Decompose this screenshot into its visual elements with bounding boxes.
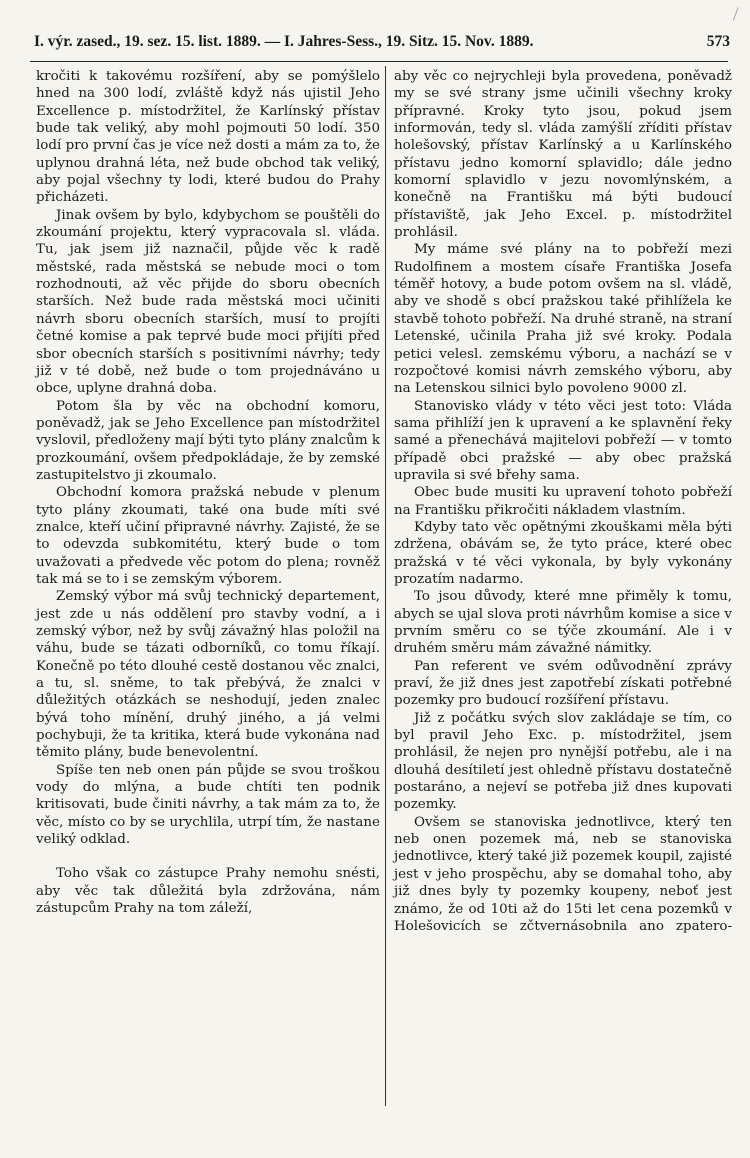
paragraph: Kdyby tato věc opětnými zkouškami měla býti zdržena, obávám se, že tyto práce, které obec pražská v té věci vykonala, by byly vykonány prozatím nadarmo. [394,519,732,587]
paragraph: Pan referent ve svém odůvodnění zprávy praví, že již dnes jest zapotřebí získati potřebné pozemky pro budoucí rozšíření přístavu. [394,658,732,709]
left-column [36,68,380,918]
column-divider [385,66,386,1106]
paragraph: aby věc co nejrychleji byla provedena, poněvadž my se své strany jsme učinili všechny kroky přípravné. Kroky tyto jsou, pokud jsem informován, tedy sl. vláda zamýšlí zříditi přístav holešovský, přístav Karlínský a u Karlínského přístavu jedno komorní splavidlo; dále jedno komorní splavidlo v jezu novomlýnském, a konečně na Františku má býti budoucí přístaviště, jak Jeho Excel. p. místodržitel prohlásil. [394,69,732,241]
paragraph-gap [36,848,380,865]
paragraph: Potom šla by věc na obchodní komoru, poněvadž, jak se Jeho Excellence pan místodržitel vyslovil, předloženy mají býti tyto plány znalcům k prozkoumání, ovšem předpokládaje, že by zemské zastupitelstvo ji zkoumalo. [36,398,380,483]
paragraph: Stanovisko vlády v této věci jest toto: Vláda sama přihlíží jen k upravení a ke splavnění řeky samé a přenechává majitelovi pobřeží — v tomto případě obci pražské — aby obec pražská upravila si své břehy sama. [394,398,732,483]
paragraph: Již z počátku svých slov zakládaje se tím, co byl pravil Jeho Exc. p. místodržitel, jsem prohlásil, že nejen pro nynější potřebu, ale i na dlouhá desítiletí jest ohledně přístavu dostatečně postaráno, a nejeví se potřeba již dnes kupovati pozemky. [394,710,732,813]
paragraph: Obec bude musiti ku upravení tohoto pobřeží na Františku přikročiti nákladem vlastním. [394,485,732,518]
paragraph: Toho však co zástupce Prahy nemohu snésti, aby věc tak důležitá byla zdržována, nám zástupcům Prahy na tom záleží, [36,866,380,917]
paragraph: kročiti k takovému rozšíření, aby se pomýšlelo hned na 300 lodí, zvláště když nás ujistil Jeho Excellence p. místodržitel, že Karlínský přístav bude tak veliký, aby mohl pojmouti 50 lodí. 350 lodí pro první čas je více než dosti a mám za to, že uplynou drahná léta, než bude obchod tak veliký, aby pojal všechny ty lodi, které budou do Prahy přicházeti. [36,69,380,206]
margin-mark [733,7,744,23]
paragraph: Jinak ovšem by bylo, kdybychom se pouštěli do zkoumání projektu, který vypracovala sl. vláda. Tu, jak jsem již naznačil, půjde věc k radě městské, rada městská se nebude moci o tom rozhodnouti, až věc přijde do sboru obecních starších. Než bude rada městská moci učiniti návrh sboru obecních starších, musí to projíti četné komise a pak teprvé bude moci přijíti před sbor obecních starších s positivními návrhy; tedy již v té době, než bude o tom projednáváno u obce, uplyne drahná doba. [36,207,380,397]
paragraph: To jsou důvody, které mne přiměly k tomu, abych se ujal slova proti návrhům komise a sice v prvním směru co se týče zkoumání. Ale i v druhém směru mám závažné námitky. [394,589,732,657]
header-rule [30,61,728,62]
page-header [30,33,730,55]
right-column [394,68,732,935]
running-head: I. výr. zased., 19. sez. 15. list. 1889. — I. Jahres-Sess., 19. Sitz. 15. Nov. 1889. [34,33,534,50]
paragraph: Obchodní komora pražská nebude v plenum tyto plány zkoumati, také ona bude míti své znalce, kteří učiní připravné návrhy. Zajisté, že se to odevzda subkomitétu, který bude o tom uvažovati a předvede věc potom do plena; rovněž tak má se to i se zemským výborem. [36,485,380,587]
paragraph: My máme své plány na to pobřeží mezi Rudolfinem a mostem císaře Františka Josefa téměř hotovy, a bude potom ovšem na sl. vládě, aby ve shodě s obcí pražskou také přihlížela ke stavbě tohoto pobřeží. Na druhé straně, na straní Letenské, učinila Praha již své kroky. Podala petici velesl. zemskému výboru, a nachází se v rozpočtové komisi návrh zemského výboru, aby na Letenskou silnici bylo povoleno 9000 zl. [394,242,732,397]
page-number: 573 [706,33,730,50]
paragraph: Ovšem se stanoviska jednotlivce, který ten neb onen pozemek má, neb se stanoviska jednotlivce, který také již pozemek koupil, zajisté jest v jeho prospěchu, aby se domahal toho, aby již dnes byly ty pozemky koupeny, neboť jest známo, že od 10ti až do 15ti let cena pozemků v Holešovicích se zčtvernásobnila ano zpatero- [394,814,732,934]
paragraph: Spíše ten neb onen pán půjde se svou troškou vody do mlýna, a bude chtíti ten podnik kritisovati, bude činiti návrhy, a tak mám za to, že věc, místo co by se urychlila, utrpí tím, že nastane veliký odklad. [36,762,380,848]
paragraph: Zemský výbor má svůj technický departement, jest zde u nás oddělení pro stavby vodní, a i zemský výbor, než by svůj závažný hlas položil na váhu, bude se tázati odborníků, co tomu říkají. Konečně po této dlouhé cestě dostanou věc znalci, a tu, sl. sněme, to tak přebývá, že znalci v důležitých otázkách se neshodují, jeden znalec bývá toho mínění, druhý jiného, a já velmi pochybuji, že ta kritika, která bude vykonána nad těmito plány, bude benevolentní. [36,589,380,761]
